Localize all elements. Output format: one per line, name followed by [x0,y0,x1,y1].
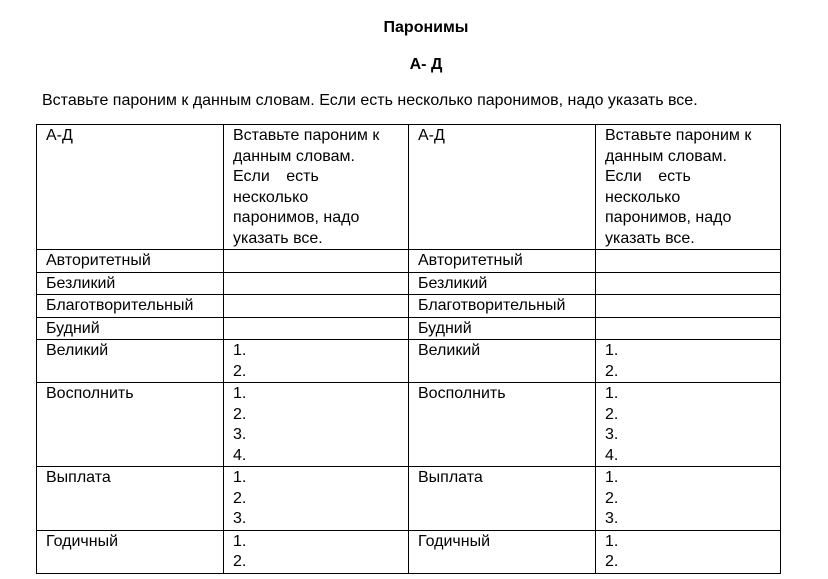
word-cell-left [37,295,224,318]
instruction-text: Вставьте пароним к данным словам. Если есть несколько паронимов, надо указать все. [42,92,698,109]
answer-number: 1. [233,342,247,359]
word-cell-left [37,467,224,531]
word-cell-left [37,340,224,383]
word-cell-right [409,467,596,531]
answer-number: 1. [605,385,619,402]
word-text: Годичный [418,532,491,550]
answer-cell-left[interactable] [224,272,409,295]
header-line: указать все. [605,229,695,247]
answer-cell-left[interactable] [224,383,409,467]
answer-number: 1. [605,469,619,486]
table-row [37,272,781,295]
answer-cell-left[interactable] [224,530,409,573]
table-row [37,467,781,531]
word-cell-right [409,530,596,573]
word-text: Безликий [46,274,116,292]
answer-number: 1. [233,385,247,402]
answer-cell-right[interactable] [596,250,781,273]
answer-number: 2. [605,362,619,380]
header-line: паронимов, надо [233,209,360,226]
answer-number: 2. [233,489,247,507]
word-cell-right [409,317,596,340]
table-row [37,530,781,573]
word-cell-right [409,340,596,383]
answer-number: 1. [233,532,247,550]
word-text: Выплата [418,469,483,486]
answer-number: 2. [605,489,619,507]
answer-cell-left[interactable] [224,295,409,318]
word-text: Авторитетный [418,252,523,269]
header-line: паронимов, надо [605,209,732,226]
answer-cell-right[interactable] [596,317,781,340]
word-text: Благотворительный [46,297,194,314]
document-title: Паронимы [383,19,469,36]
word-cell-right [409,383,596,467]
answer-number: 4. [605,446,619,464]
header-line: указать все. [233,229,323,247]
header-line: данным словам. [233,147,355,165]
word-text: Будний [418,319,472,337]
header-cell-word-right: А-Д [409,125,596,250]
table-row [37,317,781,340]
header-line: данным словам. [605,147,727,165]
answer-number: 1. [233,469,247,486]
answer-number: 2. [233,405,247,423]
answer-number: 3. [605,510,619,527]
word-text: Восполнить [46,385,134,402]
answer-cell-right[interactable] [596,383,781,467]
answer-cell-right[interactable] [596,340,781,383]
paronyms-table [36,124,781,574]
header-line: Если есть [605,168,691,185]
answer-cell-right[interactable] [596,272,781,295]
answer-number: 4. [233,446,247,464]
header-cell-instruction-left [224,125,409,250]
answer-number: 1. [605,532,619,550]
answer-number: 1. [605,342,619,359]
word-cell-left [37,272,224,295]
word-cell-right [409,295,596,318]
word-text: Великий [46,342,109,359]
word-text: Годичный [46,532,119,550]
header-cell-word-left: А-Д [37,125,224,250]
word-cell-left [37,317,224,340]
answer-cell-left[interactable] [224,467,409,531]
word-cell-right [409,250,596,273]
table-row [37,340,781,383]
word-text: Великий [418,342,481,359]
word-cell-left [37,530,224,573]
document-subtitle: А- Д [409,56,443,73]
table-row [37,250,781,273]
table-header-row [37,125,781,250]
answer-number: 3. [233,510,247,527]
header-line: Вставьте пароним к [605,127,752,144]
answer-number: 2. [233,362,247,380]
answer-number: 3. [233,426,247,443]
answer-cell-left[interactable] [224,250,409,273]
word-text: Авторитетный [46,252,151,269]
answer-cell-right[interactable] [596,530,781,573]
answer-cell-right[interactable] [596,467,781,531]
header-line: Вставьте пароним к [233,127,380,144]
answer-cell-right[interactable] [596,295,781,318]
header-cell-instruction-right [596,125,781,250]
word-text: Благотворительный [418,297,566,314]
word-cell-right [409,272,596,295]
header-line: несколько [605,188,681,206]
table-row [37,383,781,467]
header-line: несколько [233,188,309,206]
word-text: Восполнить [418,385,506,402]
answer-cell-left[interactable] [224,317,409,340]
answer-number: 2. [233,553,247,570]
word-text: Выплата [46,469,111,486]
word-text: Будний [46,319,100,337]
answer-number: 2. [605,553,619,570]
answer-number: 3. [605,426,619,443]
word-text: Безликий [418,274,488,292]
table-row [37,295,781,318]
word-cell-left [37,250,224,273]
answer-cell-left[interactable] [224,340,409,383]
header-line: Если есть [233,168,319,185]
word-cell-left [37,383,224,467]
answer-number: 2. [605,405,619,423]
